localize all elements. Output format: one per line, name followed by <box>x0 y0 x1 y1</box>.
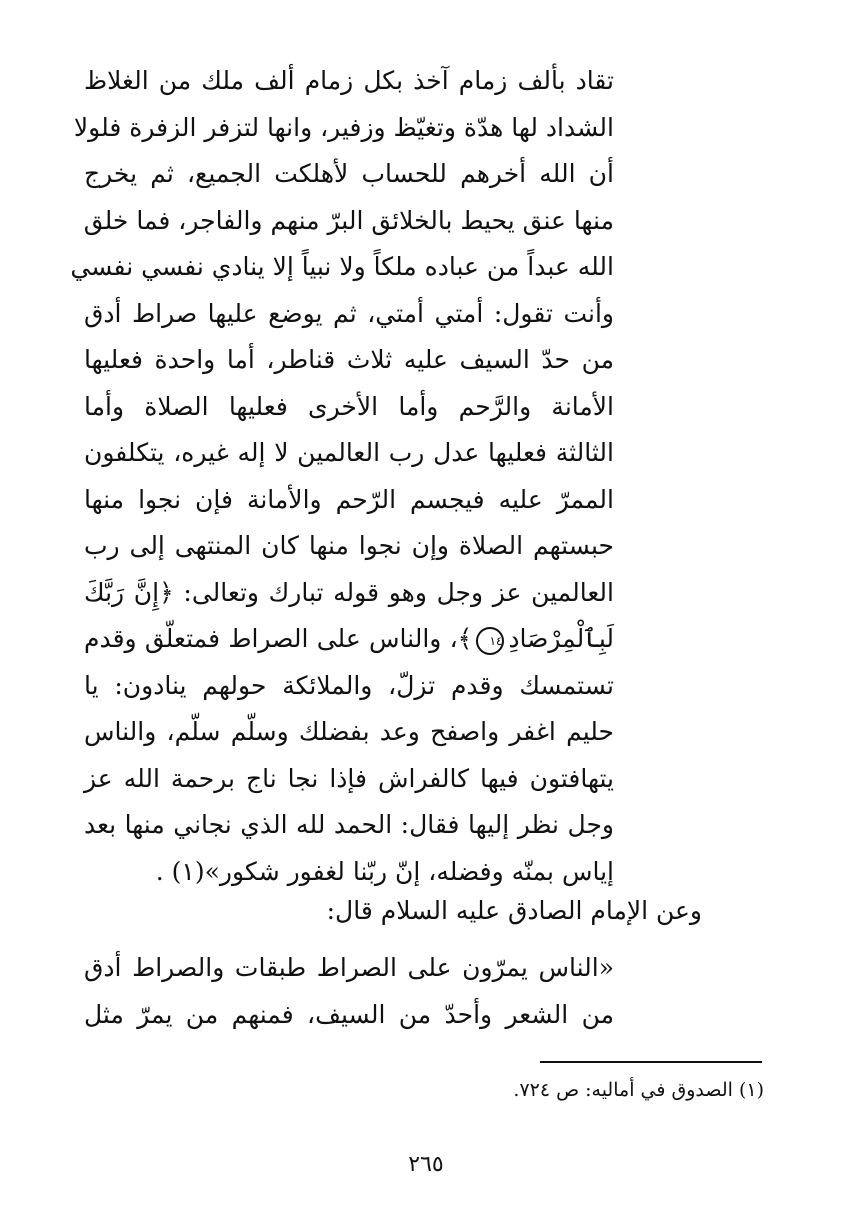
footnote: (١) الصدوق في أماليه: ص ٧٢٤. <box>513 1079 764 1101</box>
text-line: الأمانة والرَّحم وأما الأخرى فعليها الصلاة وأما <box>84 391 614 421</box>
text-line: وأنت تقول: أمتي أمتي، ثم يوضع عليها صراط أدق <box>84 298 614 328</box>
text-line: الشداد لها هدّة وتغيّظ وزفير، وانها لتزفر الزفرة فلولا <box>73 112 614 142</box>
intro-line: وعن الإمام الصادق عليه السلام قال: <box>326 896 702 925</box>
text-line: حبستهم الصلاة وإن نجوا منها كان المنتهى إلى رب <box>84 531 614 560</box>
text-line: من حدّ السيف عليه ثلاث قناطر، أما واحدة فعليها <box>84 345 614 374</box>
verse-number-marker: ١٤ <box>476 627 504 655</box>
text-line: أن الله أخرهم للحساب لأهلكت الجميع، ثم يخرج <box>84 159 614 188</box>
main-paragraph <box>70 58 614 895</box>
page-number: ٢٦٥ <box>408 1152 444 1177</box>
quran-text: لَبِٱلْمِرْصَادِ <box>508 624 614 653</box>
text-line: منها عنق يحيط بالخلائق البرّ منهم والفاجر، فما خلق <box>83 205 614 235</box>
quote-paragraph <box>84 945 614 1038</box>
quote-line: «الناس يمرّون على الصراط طبقات والصراط أدق <box>84 953 614 982</box>
text-line-last: إياس بمنّه وفضله، إنّ ربّنا لغفور شكور»(١) . <box>155 856 614 886</box>
text-line: وجل نظر إليها فقال: الحمد لله الذي نجاني منها بعد <box>84 810 614 839</box>
text-line: العالمين عز وجل وهو قوله تبارك وتعالى: ﴿إِنَّ رَبَّكَ <box>84 577 614 607</box>
text-line: الثالثة فعليها عدل رب العالمين لا إله غيره، يتكلفون <box>84 438 614 467</box>
text-line: تستمسك وقدم تزلّ، والملائكة حولهم ينادون: يا <box>84 670 614 700</box>
text-continuation: ﴾، والناس على الصراط فمتعلّق وقدم <box>84 624 473 653</box>
text-line: يتهافتون فيها كالفراش فإذا نجا ناج برحمة الله عز <box>84 763 614 793</box>
text-line: تقاد بألف زمام آخذ بكل زمام ألف ملك من الغلاظ <box>84 66 614 95</box>
text-line: الممرّ عليه فيجسم الرّحم والأمانة فإن نجوا منها <box>84 484 614 514</box>
footnote-separator <box>540 1061 762 1063</box>
quran-verse-line <box>84 616 614 663</box>
intro-paragraph <box>142 888 702 935</box>
quote-line: من الشعر وأحدّ من السيف، فمنهم من يمرّ مثل <box>84 999 614 1029</box>
text-line: الله عبداً من عباده ملكاً ولا نبياً إلا ينادي نفسي نفسي <box>70 252 614 281</box>
text-line: حليم اغفر واصفح وعد بفضلك وسلّم سلّم، والناس <box>84 717 614 746</box>
